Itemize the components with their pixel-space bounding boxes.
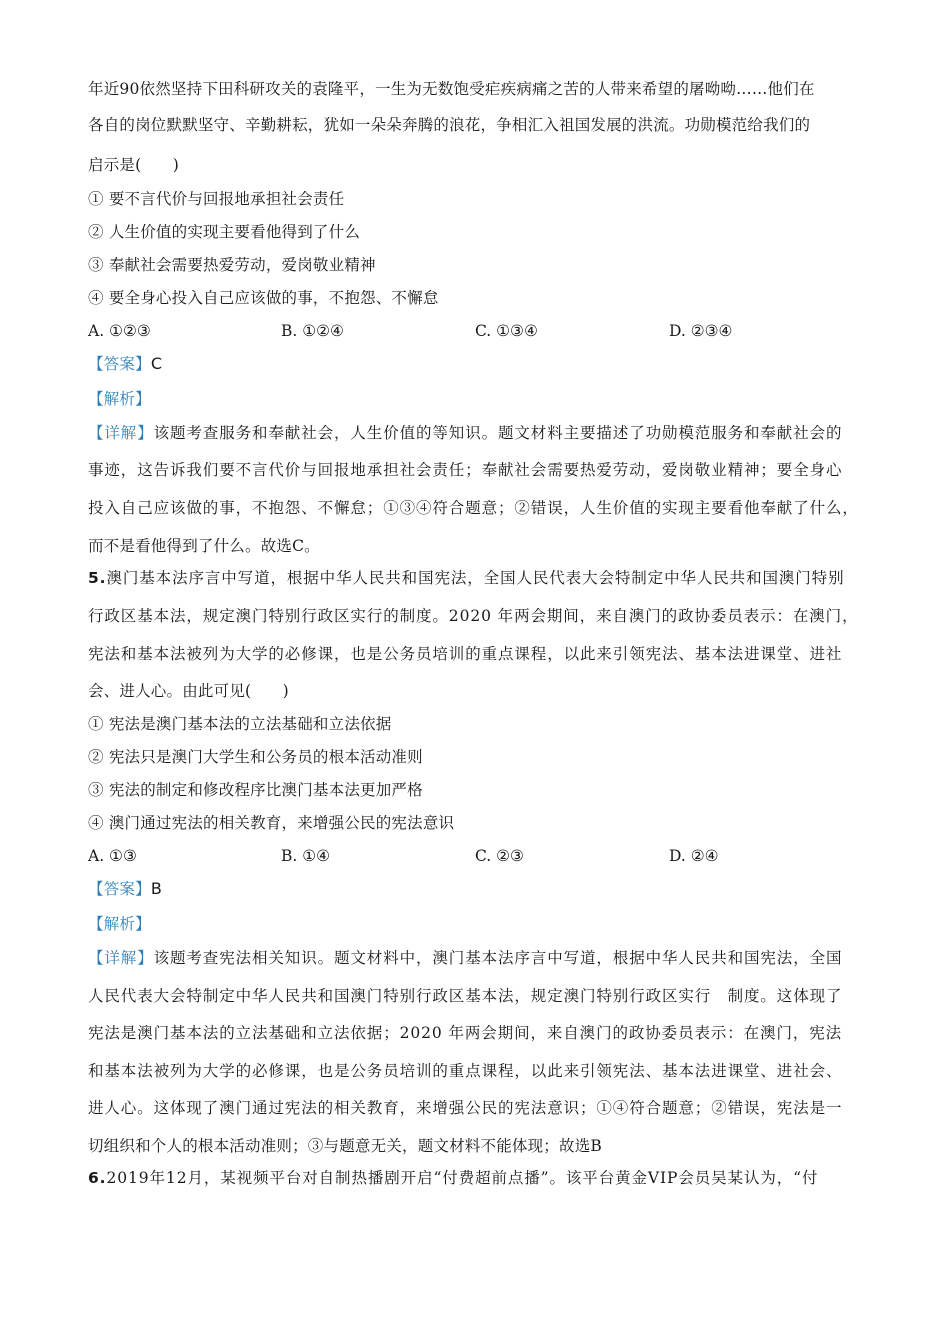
answer-tag: 【答案】 — [88, 355, 151, 373]
q4-stem-line-1: 年近90依然坚持下田科研攻关的袁隆平，一生为无数饱受疟疾病痛之苦的人带来希望的屠呦呦……他们在 — [88, 80, 815, 98]
q4-detail-line-1: 【详解】该题考查服务和奉献社会，人生价值的等知识。题文材料主要描述了功勋模范服务和奉献社会的 — [88, 424, 843, 442]
q5-option-d: D. ②④ — [669, 847, 719, 865]
detail-tag: 【详解】 — [88, 424, 154, 442]
q5-item-4: ④ 澳门通过宪法的相关教育，来增强公民的宪法意识 — [88, 814, 455, 832]
q4-item-3: ③ 奉献社会需要热爱劳动，爱岗敬业精神 — [88, 256, 376, 274]
q4-detail-line-4: 而不是看他得到了什么。故选C。 — [88, 537, 320, 555]
q5-stem-line-2: 行政区基本法，规定澳门特别行政区实行的制度。2020 年两会期间，来自澳门的政协委员表示：在澳门， — [88, 607, 859, 625]
q5-option-a: A. ①③ — [88, 847, 137, 865]
analysis-tag: 【解析】 — [88, 390, 151, 408]
q4-item-1: ① 要不言代价与回报地承担社会责任 — [88, 190, 345, 208]
q5-item-2: ② 宪法只是澳门大学生和公务员的根本活动准则 — [88, 748, 423, 766]
q5-number: 5. — [88, 569, 107, 587]
q4-item-2: ② 人生价值的实现主要看他得到了什么 — [88, 223, 361, 241]
q6-number: 6. — [88, 1169, 107, 1187]
q6-stem-line-1: 6.2019年12月，某视频平台对自制热播剧开启“付费超前点播”。该平台黄金VIP会员吴某认为，“付 — [88, 1169, 819, 1187]
q5-item-3: ③ 宪法的制定和修改程序比澳门基本法更加严格 — [88, 781, 423, 799]
q5-detail-line-4: 和基本法被列为大学的必修课，也是公务员培训的重点课程，以此来引领宪法、基本法进课堂、进社会、 — [88, 1062, 843, 1080]
detail-tag: 【详解】 — [88, 949, 154, 967]
q4-answer-row — [88, 353, 162, 375]
q5-item-1: ① 宪法是澳门基本法的立法基础和立法依据 — [88, 715, 392, 733]
q5-stem-line-3: 宪法和基本法被列为大学的必修课，也是公务员培训的重点课程，以此来引领宪法、基本法进课堂、进社 — [88, 645, 843, 663]
q5-answer-row — [88, 878, 162, 900]
q5-detail-line-2: 人民代表大会特制定中华人民共和国澳门特别行政区基本法，规定澳门特别行政区实行 制度。这体现了 — [88, 987, 843, 1005]
analysis-tag: 【解析】 — [88, 915, 151, 933]
q4-option-c: C. ①③④ — [475, 322, 538, 340]
q5-detail-line-3: 宪法是澳门基本法的立法基础和立法依据；2020 年两会期间，来自澳门的政协委员表示：在澳门，宪法 — [88, 1024, 843, 1042]
q5-detail-line-5: 进人心。这体现了澳门通过宪法的相关教育，来增强公民的宪法意识；①④符合题意；②错误，宪法是一 — [88, 1099, 843, 1117]
q5-analysis-row — [88, 913, 151, 935]
q4-analysis-row — [88, 388, 151, 410]
q4-option-d: D. ②③④ — [669, 322, 733, 340]
answer-tag: 【答案】 — [88, 880, 151, 898]
q4-item-4: ④ 要全身心投入自己应该做的事，不抱怨、不懈怠 — [88, 289, 439, 307]
q5-detail-line-1: 【详解】该题考查宪法相关知识。题文材料中，澳门基本法序言中写道，根据中华人民共和国宪法，全国 — [88, 949, 843, 967]
q5-option-b: B. ①④ — [281, 847, 331, 865]
answer-value: B — [150, 879, 162, 898]
q5-detail-line-6: 切组织和个人的根本活动准则；③与题意无关，题文材料不能体现；故选B — [88, 1137, 602, 1155]
q5-stem-line-1: 5.澳门基本法序言中写道，根据中华人民共和国宪法，全国人民代表大会特制定中华人民共和国澳门特别 — [88, 569, 845, 587]
q4-option-a: A. ①②③ — [88, 322, 151, 340]
q4-stem-line-3: 启示是( ) — [88, 156, 179, 174]
q5-stem-line-4: 会、进人心。由此可见( ) — [88, 682, 289, 700]
answer-value: C — [150, 354, 163, 373]
q4-stem-line-2: 各自的岗位默默坚守、辛勤耕耘，犹如一朵朵奔腾的浪花，争相汇入祖国发展的洪流。功勋模范给我们的 — [88, 116, 811, 134]
q4-detail-line-2: 事迹，这告诉我们要不言代价与回报地承担社会责任；奉献社会需要热爱劳动，爱岗敬业精神；要全身心 — [88, 461, 843, 479]
q4-option-b: B. ①②④ — [281, 322, 344, 340]
q4-detail-line-3: 投入自己应该做的事，不抱怨、不懈怠；①③④符合题意；②错误，人生价值的实现主要看他奉献了什么， — [88, 499, 859, 517]
q5-option-c: C. ②③ — [475, 847, 524, 865]
